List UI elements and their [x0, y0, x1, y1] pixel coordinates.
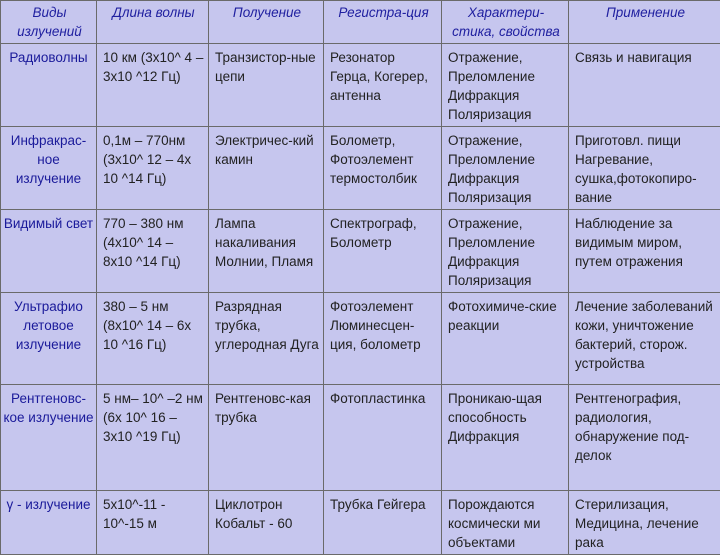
- row-name: Ультрафио летовое излучение: [1, 293, 97, 385]
- table-row: [1, 385, 720, 491]
- table-row: [1, 293, 720, 385]
- row-application: Приготовл. пищи Нагревание, сушка,фотокопиро-вание: [569, 127, 720, 210]
- row-source: Рентгеновс-кая трубка: [209, 385, 324, 491]
- row-properties: Фотохимиче-ские реакции: [442, 293, 569, 385]
- header-wavelength: Длина волны: [97, 1, 209, 44]
- row-wavelength: 10 км (3х10^ 4 – 3х10 ^12 Гц): [97, 44, 209, 127]
- row-name: Рентгеновс-кое излучение: [1, 385, 97, 491]
- row-wavelength: 0,1м – 770нм (3х10^ 12 – 4х 10 ^14 Гц): [97, 127, 209, 210]
- row-detection: Резонатор Герца, Когерер, антенна: [324, 44, 442, 127]
- row-application: Стерилизация, Медицина, лечение рака: [569, 491, 720, 555]
- row-wavelength: 770 – 380 нм (4х10^ 14 – 8х10 ^14 Гц): [97, 210, 209, 293]
- header-properties: Характери-стика, свойства: [442, 1, 569, 44]
- row-detection: Фотопластинка: [324, 385, 442, 491]
- row-name: Инфракрас-ное излучение: [1, 127, 97, 210]
- row-application: Рентгенография, радиология, обнаружение под-делок: [569, 385, 720, 491]
- table-row: [1, 491, 720, 555]
- row-detection: Спектрограф, Болометр: [324, 210, 442, 293]
- row-properties: Отражение, Преломление Дифракция Поляризация: [442, 44, 569, 127]
- row-properties: Отражение, Преломление Дифракция Поляризация: [442, 127, 569, 210]
- header-types: Виды излучений: [1, 1, 97, 44]
- row-name: Радиоволны: [1, 44, 97, 127]
- row-wavelength: 380 – 5 нм (8х10^ 14 – 6х 10 ^16 Гц): [97, 293, 209, 385]
- row-properties: Отражение, Преломление Дифракция Поляризация: [442, 210, 569, 293]
- row-source: Электричес-кий камин: [209, 127, 324, 210]
- header-detection: Регистра-ция: [324, 1, 442, 44]
- row-detection: Фотоэлемент Люминесцен-ция, болометр: [324, 293, 442, 385]
- row-application: Лечение заболеваний кожи, уничтожение бактерий, сторож. устройства: [569, 293, 720, 385]
- row-properties: Проникаю-щая способность Дифракция: [442, 385, 569, 491]
- row-wavelength: 5х10^-11 - 10^-15 м: [97, 491, 209, 555]
- row-application: Наблюдение за видимым миром, путем отражения: [569, 210, 720, 293]
- row-properties: Порождаются космически ми объектами: [442, 491, 569, 555]
- row-name: Видимый свет: [1, 210, 97, 293]
- table-row: [1, 127, 720, 210]
- row-source: Лампа накаливания Молнии, Пламя: [209, 210, 324, 293]
- row-wavelength: 5 нм– 10^ –2 нм (6х 10^ 16 – 3х10 ^19 Гц): [97, 385, 209, 491]
- header-row: [1, 1, 720, 44]
- row-application: Связь и навигация: [569, 44, 720, 127]
- header-application: Применение: [569, 1, 720, 44]
- row-source: Транзистор-ные цепи: [209, 44, 324, 127]
- row-source: Циклотрон Кобальт - 60: [209, 491, 324, 555]
- table-row: [1, 210, 720, 293]
- row-source: Разрядная трубка, углеродная Дуга: [209, 293, 324, 385]
- row-detection: Болометр, Фотоэлемент термостолбик: [324, 127, 442, 210]
- header-source: Получение: [209, 1, 324, 44]
- row-detection: Трубка Гейгера: [324, 491, 442, 555]
- row-name: γ - излучение: [1, 491, 97, 555]
- table-row: [1, 44, 720, 127]
